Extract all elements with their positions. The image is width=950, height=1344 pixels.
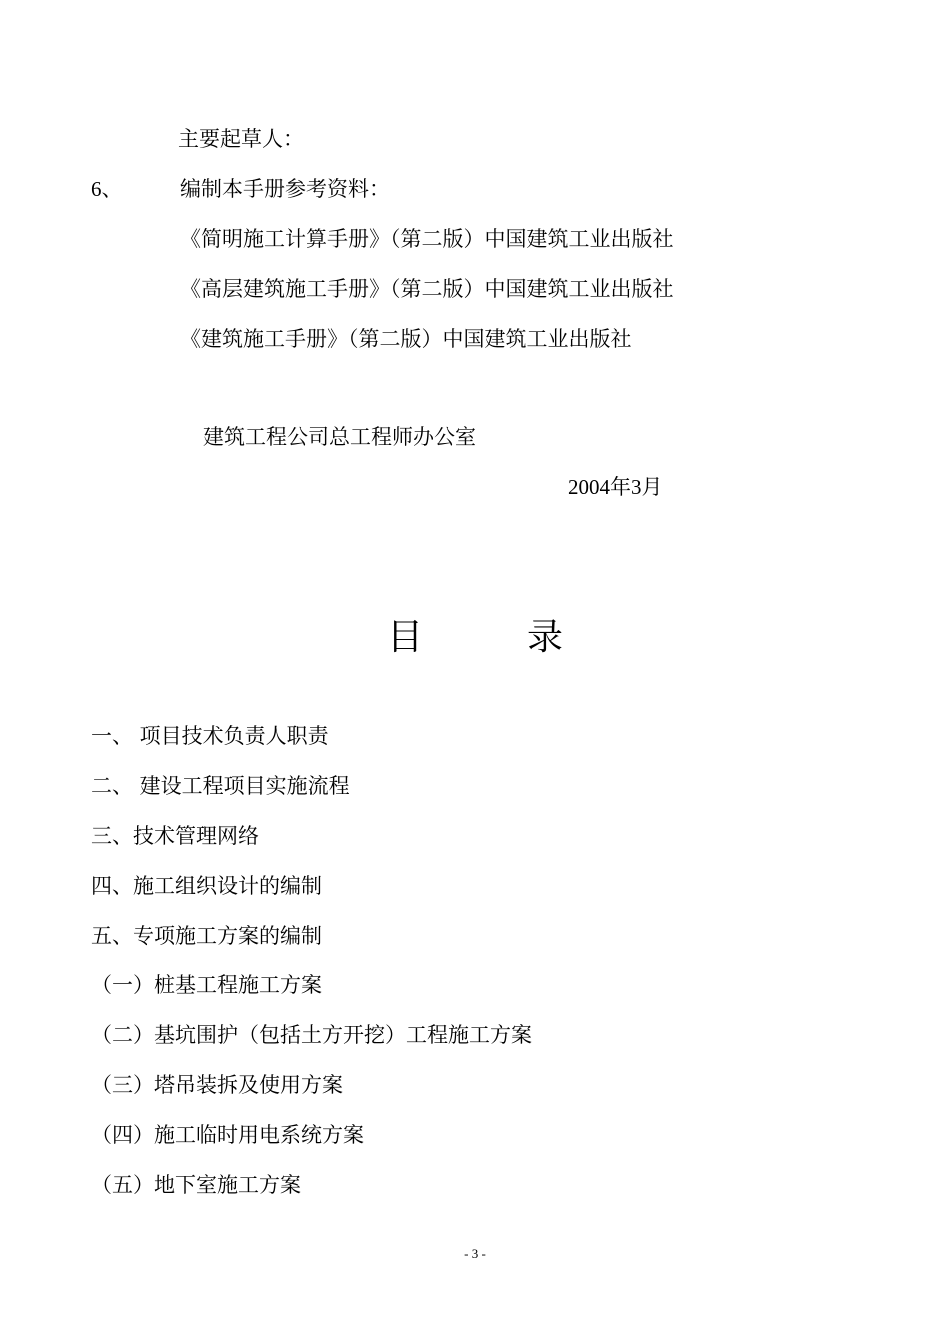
toc-title-right: 录 bbox=[527, 617, 564, 658]
drafter-label: 主要起草人： bbox=[178, 127, 304, 151]
toc-item: （四）施工临时用电系统方案 bbox=[91, 1123, 364, 1147]
item-6-number: 6、 bbox=[91, 177, 123, 201]
toc-item: （三）塔吊装拆及使用方案 bbox=[91, 1073, 343, 1097]
toc-item: 五、专项施工方案的编制 bbox=[91, 924, 322, 948]
toc-item: 二、 建设工程项目实施流程 bbox=[91, 774, 350, 798]
item-6-text: 编制本手册参考资料： bbox=[180, 177, 390, 201]
toc-title-left: 目 bbox=[386, 617, 423, 658]
toc-title bbox=[0, 616, 950, 660]
toc-item: 三、技术管理网络 bbox=[91, 824, 259, 848]
toc-item: 四、施工组织设计的编制 bbox=[91, 874, 322, 898]
reference-1: 《简明施工计算手册》（第二版）中国建筑工业出版社 bbox=[180, 227, 674, 251]
reference-2: 《高层建筑施工手册》（第二版）中国建筑工业出版社 bbox=[180, 277, 674, 301]
toc-item: （一）桩基工程施工方案 bbox=[91, 973, 322, 997]
toc-item: 一、 项目技术负责人职责 bbox=[91, 724, 329, 748]
toc-item: （二）基坑围护（包括土方开挖）工程施工方案 bbox=[91, 1023, 532, 1047]
reference-3: 《建筑施工手册》（第二版）中国建筑工业出版社 bbox=[180, 327, 632, 351]
document-date: 2004年3月 bbox=[568, 475, 663, 499]
toc-item: （五）地下室施工方案 bbox=[91, 1173, 301, 1197]
office-name: 建筑工程公司总工程师办公室 bbox=[203, 425, 476, 449]
page-number: - 3 - bbox=[464, 1246, 486, 1261]
